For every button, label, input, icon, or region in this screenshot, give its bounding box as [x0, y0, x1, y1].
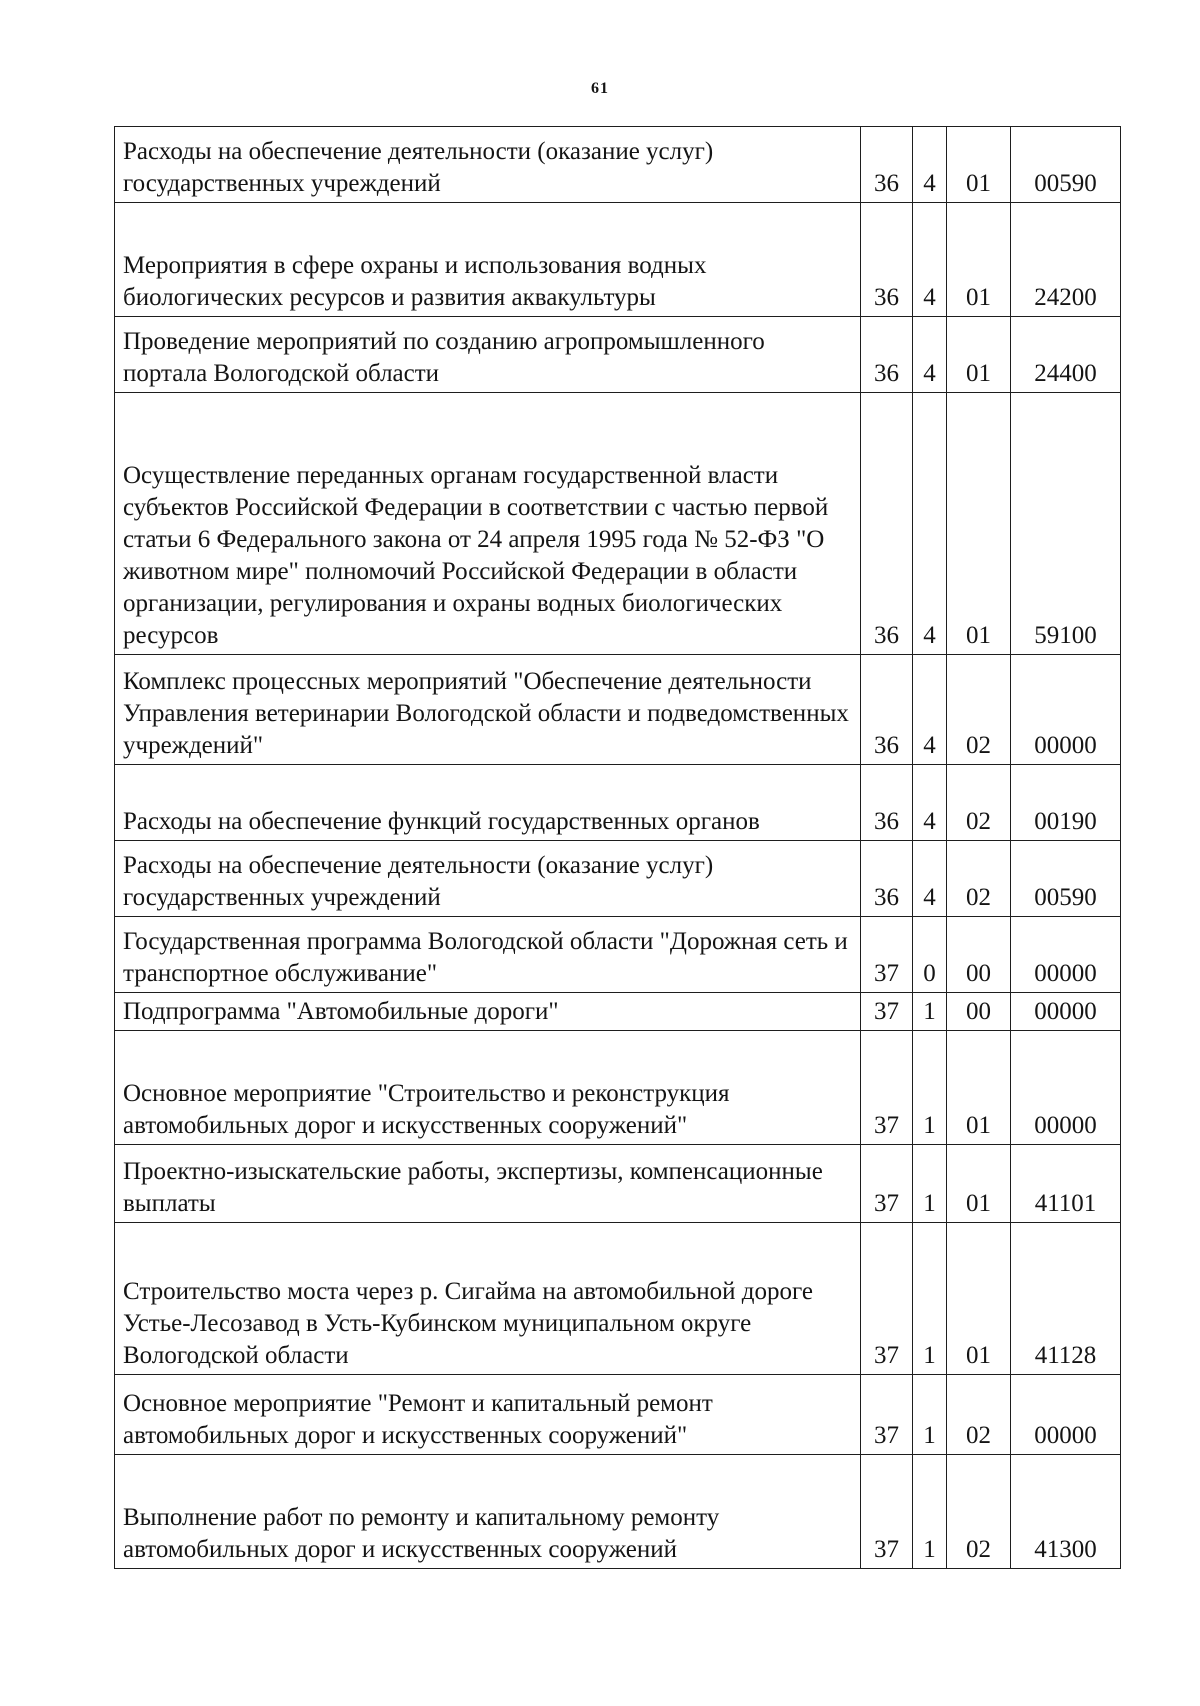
- row-name: Выполнение работ по ремонту и капитальному ремонту автомобильных дорог и искусственных сооружений: [115, 1455, 861, 1569]
- code-event: 02: [947, 655, 1011, 765]
- code-program: 37: [861, 1455, 913, 1569]
- table-row: [115, 655, 1121, 765]
- row-name: Подпрограмма "Автомобильные дороги": [115, 993, 861, 1031]
- table-row: [115, 765, 1121, 841]
- row-name: Основное мероприятие "Ремонт и капитальный ремонт автомобильных дорог и искусственных сооружений": [115, 1375, 861, 1455]
- code-subprogram: 4: [913, 203, 947, 317]
- table-row: [115, 127, 1121, 203]
- code-program: 36: [861, 841, 913, 917]
- table-row: [115, 841, 1121, 917]
- code-event: 02: [947, 765, 1011, 841]
- code-event: 02: [947, 1375, 1011, 1455]
- code-program: 37: [861, 1223, 913, 1375]
- code-program: 36: [861, 393, 913, 655]
- code-program: 37: [861, 1145, 913, 1223]
- code-event: 01: [947, 203, 1011, 317]
- code-direction: 41300: [1011, 1455, 1121, 1569]
- code-subprogram: 4: [913, 393, 947, 655]
- table-row: [115, 393, 1121, 655]
- table-row: [115, 1145, 1121, 1223]
- table-row: [115, 993, 1121, 1031]
- code-direction: 00000: [1011, 1031, 1121, 1145]
- row-name: Расходы на обеспечение деятельности (оказание услуг) государственных учреждений: [115, 127, 861, 203]
- code-direction: 24400: [1011, 317, 1121, 393]
- code-event: 01: [947, 317, 1011, 393]
- code-direction: 00190: [1011, 765, 1121, 841]
- code-direction: 00590: [1011, 841, 1121, 917]
- code-event: 01: [947, 393, 1011, 655]
- row-name: Проектно-изыскательские работы, экспертизы, компенсационные выплаты: [115, 1145, 861, 1223]
- row-name: Строительство моста через р. Сигайма на автомобильной дороге Устье-Лесозавод в Усть-Кубинском муниципальном округе Вологодской области: [115, 1223, 861, 1375]
- code-program: 36: [861, 203, 913, 317]
- code-direction: 00590: [1011, 127, 1121, 203]
- code-subprogram: 1: [913, 1223, 947, 1375]
- code-program: 37: [861, 1031, 913, 1145]
- code-direction: 00000: [1011, 993, 1121, 1031]
- table-row: [115, 203, 1121, 317]
- row-name: Государственная программа Вологодской области "Дорожная сеть и транспортное обслуживание": [115, 917, 861, 993]
- code-event: 02: [947, 841, 1011, 917]
- row-name: Расходы на обеспечение деятельности (оказание услуг) государственных учреждений: [115, 841, 861, 917]
- code-program: 37: [861, 1375, 913, 1455]
- code-event: 02: [947, 1455, 1011, 1569]
- code-program: 36: [861, 317, 913, 393]
- code-subprogram: 1: [913, 1031, 947, 1145]
- table-row: [115, 1223, 1121, 1375]
- code-subprogram: 4: [913, 127, 947, 203]
- budget-classification-table: [114, 126, 1121, 1569]
- code-event: 00: [947, 917, 1011, 993]
- code-direction: 24200: [1011, 203, 1121, 317]
- row-name: Расходы на обеспечение функций государственных органов: [115, 765, 861, 841]
- code-direction: 00000: [1011, 655, 1121, 765]
- code-subprogram: 4: [913, 317, 947, 393]
- code-subprogram: 4: [913, 655, 947, 765]
- code-program: 36: [861, 127, 913, 203]
- row-name: Комплекс процессных мероприятий "Обеспечение деятельности Управления ветеринарии Вологодской области и подведомственных учреждений": [115, 655, 861, 765]
- row-name: Мероприятия в сфере охраны и использования водных биологических ресурсов и развития аквакультуры: [115, 203, 861, 317]
- code-subprogram: 1: [913, 993, 947, 1031]
- code-subprogram: 4: [913, 765, 947, 841]
- code-subprogram: 1: [913, 1455, 947, 1569]
- table-row: [115, 917, 1121, 993]
- row-name: Осуществление переданных органам государственной власти субъектов Российской Федерации в соответствии с частью первой статьи 6 Федерального закона от 24 апреля 1995 года № 52-ФЗ "О животном мире" полномочий Российской Федерации в области организации, регулирования и охраны водных биологических ресурсов: [115, 393, 861, 655]
- table-row: [115, 1455, 1121, 1569]
- code-subprogram: 1: [913, 1375, 947, 1455]
- code-program: 36: [861, 655, 913, 765]
- row-name: Проведение мероприятий по созданию агропромышленного портала Вологодской области: [115, 317, 861, 393]
- code-direction: 00000: [1011, 1375, 1121, 1455]
- code-direction: 59100: [1011, 393, 1121, 655]
- code-event: 00: [947, 993, 1011, 1031]
- table-row: [115, 1031, 1121, 1145]
- page-number: 61: [591, 80, 609, 97]
- table-row: [115, 317, 1121, 393]
- code-event: 01: [947, 127, 1011, 203]
- code-direction: 41101: [1011, 1145, 1121, 1223]
- code-subprogram: 0: [913, 917, 947, 993]
- code-subprogram: 4: [913, 841, 947, 917]
- code-subprogram: 1: [913, 1145, 947, 1223]
- table-row: [115, 1375, 1121, 1455]
- code-event: 01: [947, 1223, 1011, 1375]
- code-event: 01: [947, 1031, 1011, 1145]
- code-direction: 00000: [1011, 917, 1121, 993]
- code-program: 37: [861, 993, 913, 1031]
- code-event: 01: [947, 1145, 1011, 1223]
- row-name: Основное мероприятие "Строительство и реконструкция автомобильных дорог и искусственных сооружений": [115, 1031, 861, 1145]
- code-direction: 41128: [1011, 1223, 1121, 1375]
- code-program: 37: [861, 917, 913, 993]
- code-program: 36: [861, 765, 913, 841]
